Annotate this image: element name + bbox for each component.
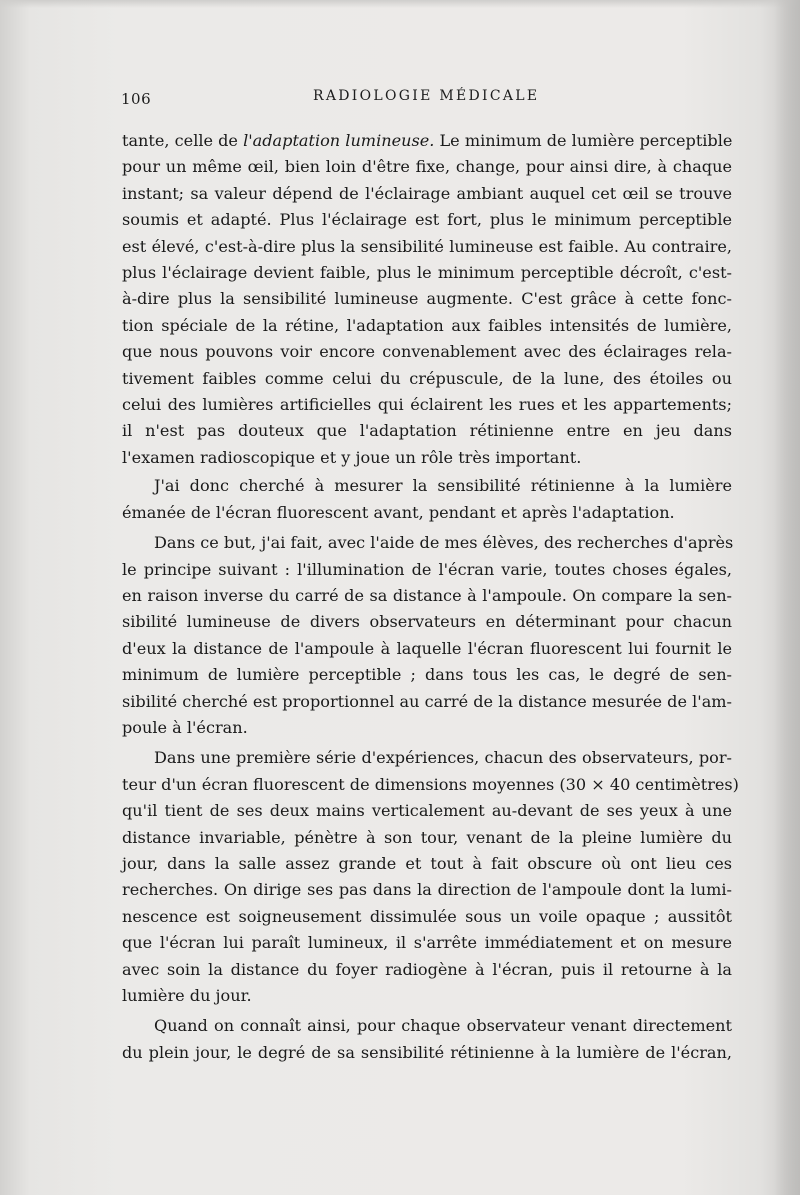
page-top-shadow	[0, 0, 800, 8]
page-header	[118, 84, 730, 114]
text-line: du plein jour, le degré de sa sensibilité rétinienne à la lumière de l'écran,	[122, 1042, 732, 1062]
text-line: pour un même œil, bien loin d'être fixe, change, pour ainsi dire, à chaque	[122, 157, 732, 177]
text-line: Dans ce but, j'ai fait, avec l'aide de mes élèves, des recherches d'après	[154, 533, 734, 553]
running-title: RADIOLOGIE MÉDICALE	[313, 88, 540, 104]
text-line: sibilité lumineuse de divers observateurs en déterminant pour chacun	[122, 612, 732, 632]
text-line: nescence est soigneusement dissimulée sous un voile opaque ; aussitôt	[122, 906, 732, 926]
text-line: tivement faibles comme celui du crépuscule, de la lune, des étoiles ou	[122, 368, 732, 388]
paragraph	[122, 473, 732, 526]
text-line: distance invariable, pénètre à son tour, venant de la pleine lumière du	[122, 827, 732, 847]
page-right-shadow	[774, 0, 800, 1195]
paragraph	[122, 745, 739, 1009]
page-number: 106	[121, 90, 152, 108]
text-line: émanée de l'écran fluorescent avant, pendant et après l'adaptation.	[122, 502, 675, 522]
text-line: instant; sa valeur dépend de l'éclairage ambiant auquel cet œil se trouve	[122, 183, 732, 203]
text-line: tante, celle de l'adaptation lumineuse. Le minimum de lumière perceptible	[122, 131, 733, 150]
text-line: Dans une première série d'expériences, chacun des observateurs, por-	[154, 748, 732, 768]
text-line: l'examen radioscopique et y joue un rôle très important.	[122, 447, 582, 467]
text-line: J'ai donc cherché à mesurer la sensibilité rétinienne à la lumière	[154, 476, 732, 496]
paragraph	[122, 128, 732, 471]
text-line: à-dire plus la sensibilité lumineuse augmente. C'est grâce à cette fonc-	[122, 289, 732, 309]
text-line: que l'écran lui paraît lumineux, il s'arrête immédiatement et on mesure	[122, 933, 732, 953]
text-line: minimum de lumière perceptible ; dans tous les cas, le degré de sen-	[122, 665, 732, 685]
text-line: celui des lumières artificielles qui éclairent les rues et les appartements;	[122, 395, 732, 415]
text-line: que nous pouvons voir encore convenablement avec des éclairages rela-	[122, 342, 732, 362]
text-line: sibilité cherché est proportionnel au carré de la distance mesurée de l'am-	[122, 691, 732, 711]
text-line: en raison inverse du carré de sa distance à l'ampoule. On compare la sen-	[122, 585, 732, 605]
text-line: lumière du jour.	[122, 986, 252, 1005]
text-line: d'eux la distance de l'ampoule à laquelle l'écran fluorescent lui fournit le	[122, 638, 732, 658]
text-line: avec soin la distance du foyer radiogène à l'écran, puis il retourne à la	[122, 959, 732, 979]
text-line: est élevé, c'est-à-dire plus la sensibilité lumineuse est faible. Au contraire,	[122, 236, 732, 256]
text-line: tion spéciale de la rétine, l'adaptation aux faibles intensités de lumière,	[122, 315, 732, 335]
text-line: plus l'éclairage devient faible, plus le minimum perceptible décroît, c'est-	[122, 263, 732, 283]
text-line: il n'est pas douteux que l'adaptation rétinienne entre en jeu dans	[122, 421, 732, 441]
paragraph	[122, 530, 732, 741]
paragraph	[122, 1013, 732, 1066]
italic-term: l'adaptation lumineuse.	[243, 131, 435, 150]
text-line: qu'il tient de ses deux mains verticalement au-devant de ses yeux à une	[122, 801, 732, 821]
body-text	[122, 128, 739, 1066]
text-line: Quand on connaît ainsi, pour chaque observateur venant directement	[154, 1016, 732, 1036]
text-line: jour, dans la salle assez grande et tout à fait obscure où ont lieu ces	[122, 853, 732, 873]
text-line: soumis et adapté. Plus l'éclairage est fort, plus le minimum perceptible	[122, 210, 732, 230]
text-line: recherches. On dirige ses pas dans la direction de l'ampoule dont la lumi-	[122, 880, 732, 900]
text-line: teur d'un écran fluorescent de dimensions moyennes (30 × 40 centimètres)	[122, 774, 739, 794]
text-line: poule à l'écran.	[122, 717, 248, 737]
text-line: le principe suivant : l'illumination de l'écran varie, toutes choses égales,	[122, 559, 732, 579]
